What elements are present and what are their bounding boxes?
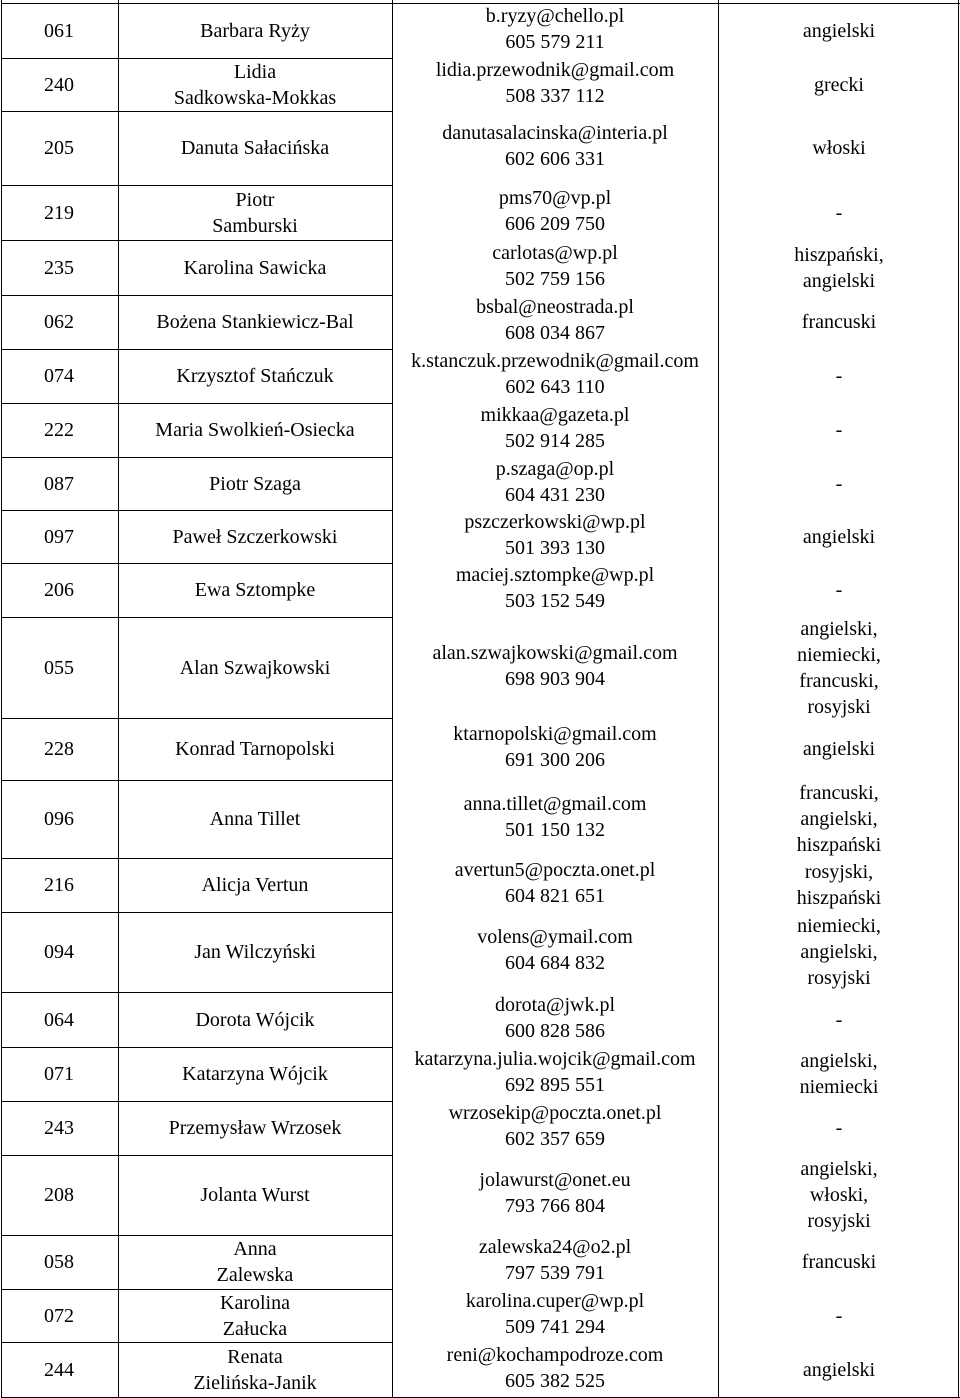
grid-line-horizontal xyxy=(1,1101,392,1102)
guide-name-cell xyxy=(118,718,392,780)
guide-name-cell xyxy=(118,858,392,912)
guide-id-cell xyxy=(0,718,118,780)
guide-languages-cell xyxy=(718,3,960,58)
guide-contact: wrzosekip@poczta.onet.pl 602 357 659 xyxy=(448,1102,662,1150)
guide-languages: - xyxy=(835,365,843,387)
guide-contact-cell xyxy=(392,718,718,780)
guide-name-cell xyxy=(118,1235,392,1289)
table-row xyxy=(0,185,960,240)
grid-line-vertical xyxy=(718,0,719,1398)
grid-line-horizontal xyxy=(1,780,392,781)
guide-id: 055 xyxy=(44,656,74,679)
guide-name-cell xyxy=(118,510,392,563)
grid-line-horizontal xyxy=(1,1289,392,1290)
guide-contact: maciej.sztompke@wp.pl 503 152 549 xyxy=(455,564,655,612)
guide-id-cell xyxy=(0,1235,118,1289)
guide-contact: p.szaga@op.pl 604 431 230 xyxy=(495,457,615,506)
guide-languages-cell xyxy=(718,1235,960,1289)
guide-name-cell xyxy=(118,617,392,718)
guide-id-cell xyxy=(0,563,118,617)
guide-name: Piotr Szaga xyxy=(209,472,301,495)
guide-id: 216 xyxy=(44,874,74,896)
guide-id-cell xyxy=(0,457,118,510)
table-row xyxy=(0,111,960,185)
guide-id: 240 xyxy=(44,73,74,96)
guide-languages-cell xyxy=(718,1101,960,1155)
table-row xyxy=(0,1342,960,1397)
guide-contact: reni@kochampodroze.com 605 382 525 xyxy=(446,1343,664,1392)
guide-contact-cell xyxy=(392,349,718,403)
grid-line-horizontal xyxy=(1,185,392,186)
grid-line-vertical xyxy=(1,0,2,1398)
grid-line-horizontal xyxy=(1,718,392,719)
guide-name-cell xyxy=(118,185,392,240)
table-row xyxy=(0,295,960,349)
guide-name: Ewa Sztompke xyxy=(194,579,316,601)
guide-id: 205 xyxy=(44,137,74,159)
guide-languages: angielski, włoski, rosyjski xyxy=(800,1158,878,1232)
guide-id: 061 xyxy=(44,19,74,42)
guide-contact-cell xyxy=(392,240,718,295)
grid-line-horizontal xyxy=(1,295,392,296)
guide-languages: - xyxy=(835,472,843,495)
guide-contact-cell xyxy=(392,1289,718,1342)
guide-languages-cell xyxy=(718,1155,960,1235)
guide-languages-cell xyxy=(718,617,960,718)
guide-contact: anna.tillet@gmail.com 501 150 132 xyxy=(463,793,647,841)
grid-line-horizontal xyxy=(1,349,392,350)
guide-contact: jolawurst@onet.eu 793 766 804 xyxy=(479,1169,631,1217)
guide-name: Renata Zielińska-Janik xyxy=(193,1345,317,1394)
guide-id-cell xyxy=(0,858,118,912)
grid-line-horizontal xyxy=(1,510,392,511)
guide-languages-cell xyxy=(718,1342,960,1397)
guide-name: Piotr Samburski xyxy=(212,188,298,237)
guide-id-cell xyxy=(0,1101,118,1155)
guide-languages: - xyxy=(835,579,843,601)
grid-line-vertical xyxy=(958,0,959,1398)
guide-name-cell xyxy=(118,1047,392,1101)
guide-id-cell xyxy=(0,111,118,185)
grid-line-horizontal xyxy=(1,992,392,993)
grid-line-horizontal xyxy=(1,858,392,859)
guide-languages-cell xyxy=(718,185,960,240)
guide-languages: - xyxy=(835,1117,843,1139)
guide-name-cell xyxy=(118,912,392,992)
guide-contact-cell xyxy=(392,780,718,858)
grid-line-horizontal xyxy=(1,457,392,458)
guide-languages: grecki xyxy=(814,73,864,96)
guide-name: Barbara Ryży xyxy=(200,19,310,42)
guide-name-cell xyxy=(118,349,392,403)
guide-languages: francuski xyxy=(801,1251,877,1273)
guide-name: Jolanta Wurst xyxy=(200,1184,310,1206)
guide-contact-cell xyxy=(392,563,718,617)
table-row xyxy=(0,1101,960,1155)
guide-contact-cell xyxy=(392,185,718,240)
grid-line-horizontal xyxy=(1,3,392,4)
grid-line-horizontal xyxy=(1,111,392,112)
guide-languages: włoski xyxy=(812,137,866,159)
guide-name-cell xyxy=(118,457,392,510)
guide-id: 087 xyxy=(44,472,74,495)
guide-id: 243 xyxy=(44,1117,74,1139)
guide-contact-cell xyxy=(392,1235,718,1289)
guide-languages: - xyxy=(835,1304,843,1327)
guide-name: Krzysztof Stańczuk xyxy=(176,365,334,387)
grid-line-horizontal xyxy=(1,58,392,59)
guide-id-cell xyxy=(0,3,118,58)
guide-languages: angielski, niemiecki, francuski, rosyjski xyxy=(797,617,881,718)
guide-languages-cell xyxy=(718,240,960,295)
table-row xyxy=(0,58,960,111)
table-row xyxy=(0,912,960,992)
guide-contact: mikkaa@gazeta.pl 502 914 285 xyxy=(480,404,630,452)
guide-languages: francuski, angielski, hiszpański xyxy=(796,782,882,856)
guide-name-cell xyxy=(118,1342,392,1397)
guide-name-cell xyxy=(118,3,392,58)
guide-name-cell xyxy=(118,58,392,111)
guide-name-cell xyxy=(118,992,392,1047)
guide-id: 062 xyxy=(44,311,74,333)
table-row xyxy=(0,403,960,457)
guide-name-cell xyxy=(118,403,392,457)
guide-contact: dorota@jwk.pl 600 828 586 xyxy=(494,993,616,1042)
guide-name: Maria Swolkień-Osiecka xyxy=(155,419,355,441)
guide-id-cell xyxy=(0,510,118,563)
guide-contact-cell xyxy=(392,912,718,992)
table-row xyxy=(0,349,960,403)
guide-contact-cell xyxy=(392,617,718,718)
guide-name: Jan Wilczyński xyxy=(194,941,316,963)
grid-line-horizontal xyxy=(1,617,392,618)
guide-contact: pms70@vp.pl 606 209 750 xyxy=(498,186,612,235)
guide-name: Anna Zalewska xyxy=(216,1238,294,1286)
guide-contact: carlotas@wp.pl 502 759 156 xyxy=(492,241,618,290)
guide-id: 071 xyxy=(44,1063,74,1085)
guide-id-cell xyxy=(0,1155,118,1235)
guide-name: Przemysław Wrzosek xyxy=(168,1117,342,1139)
guide-contact-cell xyxy=(392,1047,718,1101)
guide-id-cell xyxy=(0,912,118,992)
guide-id-cell xyxy=(0,185,118,240)
guide-languages: angielski xyxy=(802,1358,876,1381)
guide-name-cell xyxy=(118,1155,392,1235)
guide-contact-cell xyxy=(392,58,718,111)
guide-contact-cell xyxy=(392,1155,718,1235)
guide-contact-cell xyxy=(392,1101,718,1155)
table-row xyxy=(0,718,960,780)
grid-line-horizontal xyxy=(1,1155,392,1156)
guide-languages-cell xyxy=(718,912,960,992)
guide-languages-cell xyxy=(718,510,960,563)
guide-languages-cell xyxy=(718,858,960,912)
guide-languages-cell xyxy=(718,563,960,617)
table-row xyxy=(0,3,960,58)
grid-line-horizontal xyxy=(1,403,392,404)
table-row xyxy=(0,240,960,295)
guide-name-cell xyxy=(118,1101,392,1155)
guide-name: Danuta Sałacińska xyxy=(180,137,330,159)
table-row xyxy=(0,992,960,1047)
guide-contact: ktarnopolski@gmail.com 691 300 206 xyxy=(453,723,657,771)
guide-languages: niemiecki, angielski, rosyjski xyxy=(797,915,881,989)
grid-line-horizontal xyxy=(1,1342,392,1343)
guide-name-cell xyxy=(118,240,392,295)
guide-name: Alan Szwajkowski xyxy=(179,656,331,679)
guide-contact-cell xyxy=(392,457,718,510)
guide-id: 064 xyxy=(44,1008,74,1031)
guide-contact-cell xyxy=(392,3,718,58)
guide-id: 219 xyxy=(44,201,74,224)
guide-languages: - xyxy=(835,201,843,224)
guide-contact-cell xyxy=(392,510,718,563)
guide-id: 094 xyxy=(44,941,74,963)
guide-name: Karolina Załucka xyxy=(220,1291,290,1340)
guide-languages-cell xyxy=(718,457,960,510)
guide-contact-cell xyxy=(392,1342,718,1397)
guide-name: Konrad Tarnopolski xyxy=(175,738,335,760)
guide-languages-cell xyxy=(718,780,960,858)
table-row xyxy=(0,780,960,858)
guide-contact: k.stanczuk.przewodnik@gmail.com 602 643 110 xyxy=(411,350,699,398)
guide-name: Paweł Szczerkowski xyxy=(172,525,338,548)
guide-id-cell xyxy=(0,295,118,349)
guide-id: 222 xyxy=(44,419,74,441)
guide-name: Karolina Sawicka xyxy=(183,256,327,279)
guide-id-cell xyxy=(0,403,118,457)
guide-languages: - xyxy=(835,419,843,441)
guide-id-cell xyxy=(0,58,118,111)
guide-languages-cell xyxy=(718,1047,960,1101)
guide-languages-cell xyxy=(718,111,960,185)
guide-contact: pszczerkowski@wp.pl 501 393 130 xyxy=(464,510,646,559)
guide-id: 244 xyxy=(44,1358,74,1381)
grid-line-horizontal xyxy=(392,3,960,4)
guide-id: 074 xyxy=(44,365,74,387)
guide-contact-cell xyxy=(392,403,718,457)
guide-contact: danutasalacinska@interia.pl 602 606 331 xyxy=(442,122,668,170)
guide-languages: hiszpański, angielski xyxy=(794,243,884,292)
guide-languages: francuski xyxy=(801,311,877,333)
guide-contact: volens@ymail.com 604 684 832 xyxy=(477,926,633,974)
guide-languages-cell xyxy=(718,295,960,349)
guide-contact-cell xyxy=(392,858,718,912)
guide-contact: avertun5@poczta.onet.pl 604 821 651 xyxy=(454,859,656,907)
guide-contact: b.ryzy@chello.pl 605 579 211 xyxy=(485,4,625,53)
guide-name: Anna Tillet xyxy=(209,808,301,830)
table-row xyxy=(0,563,960,617)
guide-languages-cell xyxy=(718,349,960,403)
guide-contact: lidia.przewodnik@gmail.com 508 337 112 xyxy=(435,58,675,107)
guide-name-cell xyxy=(118,295,392,349)
grid-line-vertical xyxy=(118,0,119,1398)
table-row xyxy=(0,1289,960,1342)
table-row xyxy=(0,1235,960,1289)
table-row xyxy=(0,457,960,510)
guide-name: Lidia Sadkowska-Mokkas xyxy=(173,60,337,109)
guide-languages-cell xyxy=(718,992,960,1047)
guide-name: Bożena Stankiewicz-Bal xyxy=(156,311,354,333)
guide-languages: - xyxy=(835,1008,843,1031)
guide-id: 235 xyxy=(44,256,74,279)
guide-name-cell xyxy=(118,780,392,858)
guide-languages-cell xyxy=(718,58,960,111)
guide-languages: rosyjski, hiszpański xyxy=(796,861,882,909)
guide-languages-cell xyxy=(718,403,960,457)
guide-languages-cell xyxy=(718,718,960,780)
grid-line-horizontal xyxy=(1,563,392,564)
table-row xyxy=(0,858,960,912)
guide-contact-cell xyxy=(392,992,718,1047)
guide-contact: karolina.cuper@wp.pl 509 741 294 xyxy=(465,1289,645,1338)
guide-id-cell xyxy=(0,992,118,1047)
table-row xyxy=(0,1155,960,1235)
guide-id: 208 xyxy=(44,1184,74,1206)
guide-id: 058 xyxy=(44,1251,74,1273)
guide-name: Katarzyna Wójcik xyxy=(182,1063,328,1085)
table-row xyxy=(0,1047,960,1101)
guide-id: 206 xyxy=(44,579,74,601)
guide-name-cell xyxy=(118,111,392,185)
grid-line-horizontal xyxy=(1,1047,392,1048)
guide-contact: zalewska24@o2.pl 797 539 791 xyxy=(478,1236,632,1284)
table-row xyxy=(0,617,960,718)
guide-id-cell xyxy=(0,1289,118,1342)
guide-name: Dorota Wójcik xyxy=(195,1008,315,1031)
guide-id: 072 xyxy=(44,1304,74,1327)
guide-name-cell xyxy=(118,563,392,617)
guide-id-cell xyxy=(0,1342,118,1397)
guide-contact: bsbal@neostrada.pl 608 034 867 xyxy=(476,296,634,344)
guide-id: 097 xyxy=(44,525,74,548)
grid-line-horizontal xyxy=(1,1235,392,1236)
guide-contact-cell xyxy=(392,295,718,349)
guide-languages: angielski xyxy=(802,738,876,760)
guide-contact-cell xyxy=(392,111,718,185)
grid-line-horizontal xyxy=(1,912,392,913)
grid-line-vertical xyxy=(392,0,393,1398)
grid-line-horizontal xyxy=(1,240,392,241)
guide-id-cell xyxy=(0,780,118,858)
guide-contact: alan.szwajkowski@gmail.com 698 903 904 xyxy=(432,641,678,690)
guide-id: 096 xyxy=(44,808,74,830)
guide-name-cell xyxy=(118,1289,392,1342)
guide-id-cell xyxy=(0,1047,118,1101)
guide-languages: angielski xyxy=(802,19,876,42)
guide-languages: angielski, niemiecki xyxy=(799,1050,879,1098)
guide-languages: angielski xyxy=(802,525,876,548)
guide-id-cell xyxy=(0,349,118,403)
table-row xyxy=(0,510,960,563)
guide-id: 228 xyxy=(44,738,74,760)
guide-id-cell xyxy=(0,617,118,718)
guide-languages-cell xyxy=(718,1289,960,1342)
guide-name: Alicja Vertun xyxy=(201,874,309,896)
guide-contact: katarzyna.julia.wojcik@gmail.com 692 895 551 xyxy=(414,1048,696,1096)
guide-id-cell xyxy=(0,240,118,295)
